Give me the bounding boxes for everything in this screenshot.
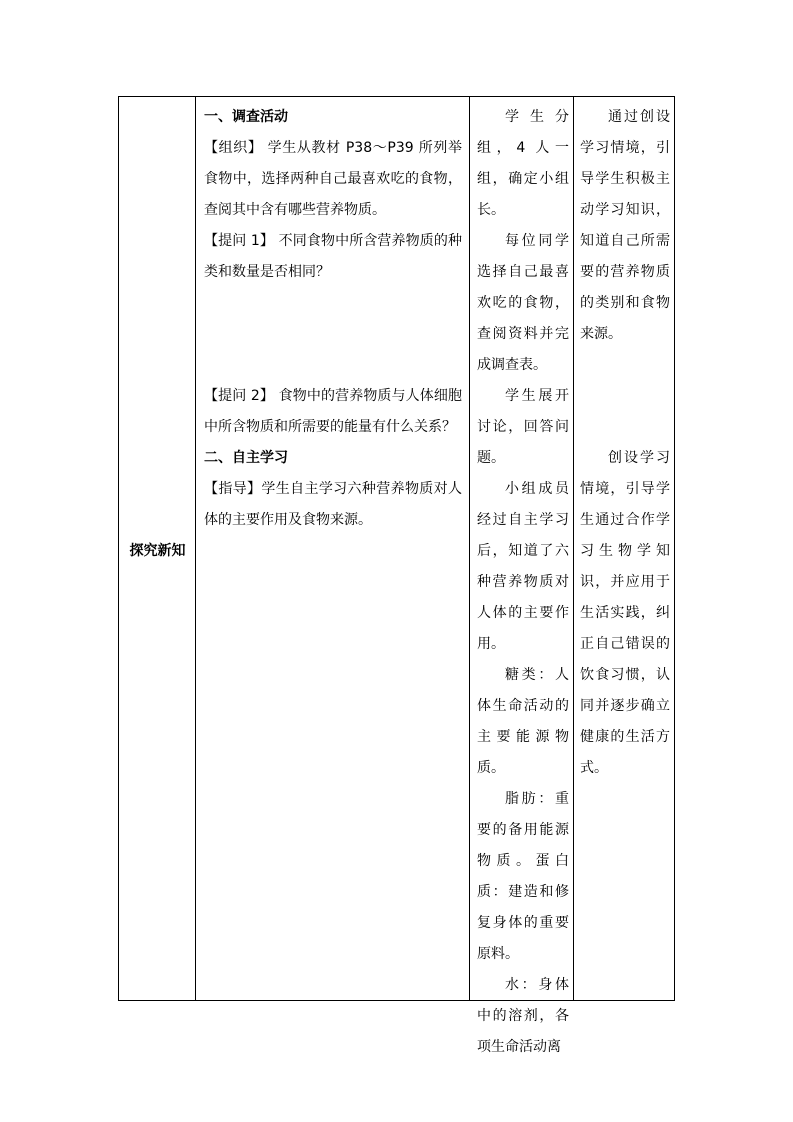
question-2-tag: 【提问 2】 — [204, 388, 275, 404]
guide-paragraph — [204, 474, 462, 536]
section-label: 探究新知 — [129, 543, 186, 559]
spacer — [204, 288, 462, 381]
design-paragraph: 创设学习情境，引导学生通过合作学习生物学知识，并应用于生活实践，纠正自己错误的饮食习惯，认同并逐步确立健康的生活方式。 — [580, 450, 670, 776]
organize-paragraph — [204, 133, 462, 226]
organize-tag: 【组织】 — [204, 140, 263, 156]
teacher-activity-cell — [196, 97, 470, 1000]
student-paragraph: 学生分组，4 人一组，确定小组长。 — [477, 109, 569, 218]
guide-tag: 【指导】 — [204, 481, 262, 497]
design-paragraph: 通过创设学习情境，引导学生积极主动学习知识，知道自己所需要的营养物质的类别和食物来源。 — [580, 109, 670, 342]
question-2-paragraph — [204, 381, 462, 443]
student-paragraph: 糖类：人体生命活动的主要能源物质。 — [477, 667, 569, 776]
section-label-cell — [119, 97, 196, 1000]
student-paragraph: 小组成员经过自主学习后，知道了六种营养物质对人体的主要作用。 — [477, 481, 569, 652]
organize-text: 学生从教材 P38～P39 所列举食物中，选择两种自己最喜欢吃的食物，查阅其中含有哪些营养物质。 — [204, 140, 462, 218]
heading-self-study: 二、自主学习 — [204, 450, 288, 466]
student-paragraph: 学生展开讨论，回答问题。 — [477, 388, 569, 466]
design-intent-cell — [574, 97, 676, 1000]
question-1-tag: 【提问 1】 — [204, 233, 275, 249]
student-paragraph: 脂肪：重要的备用能源物质。蛋白质：建造和修复身体的重要原料。 — [477, 791, 569, 962]
student-paragraph: 水：身体中的溶剂，各项生命活动离 — [477, 977, 569, 1055]
question-1-paragraph — [204, 226, 462, 288]
student-paragraph: 每位同学选择自己最喜欢吃的食物，查阅资料并完成调查表。 — [477, 233, 569, 373]
lesson-table — [118, 96, 675, 1055]
guide-text: 学生自主学习六种营养物质对人体的主要作用及食物来源。 — [204, 481, 463, 528]
question-2-text: 食物中的营养物质与人体细胞中所含物质和所需要的能量有什么关系？ — [204, 388, 463, 435]
heading-survey-activity: 一、调查活动 — [204, 109, 288, 125]
spacer — [580, 350, 670, 443]
student-activity-cell — [470, 97, 574, 1055]
question-1-text: 不同食物中所含营养物质的种类和数量是否相同？ — [204, 233, 463, 280]
